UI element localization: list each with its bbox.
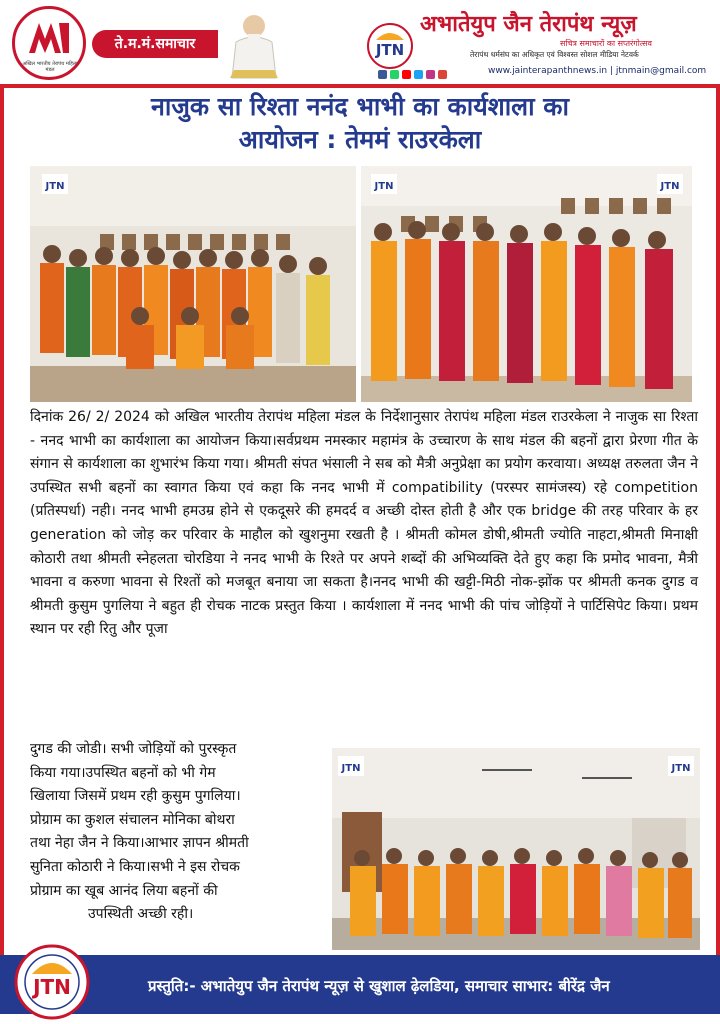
photo1-jtn-badge: JTN: [45, 181, 65, 192]
body-line: दुगड की जोडी। सभी जोड़ियों को पुरस्कृत: [30, 741, 237, 757]
samachar-banner: ते.म.मं.समाचार: [92, 30, 218, 58]
title-line-1: नाजुक सा रिश्ता ननंद भाभी का कार्यशाला का: [150, 92, 569, 121]
brand-description: तेरापंथ धर्मसंघ का अधिकृत एवं विश्वस्त सोशल मीडिया नेटवर्क: [470, 50, 639, 59]
photo2-jtn-badge-left: JTN: [374, 181, 394, 192]
twitter-icon[interactable]: [414, 70, 423, 79]
article-body: दिनांक 26/ 2/ 2024 को अखिल भारतीय तेरापंथ महिला मंडल के निर्देशानुसार तेरापंथ महिला मंडल राउरकेला ने नाजुक सा रिश्ता - ननद भाभी का कार्यशाला का आयोजन किया।सर्वप्रथम नमस्कार महामंत्र के उच्चारण के साथ मंडल की बहनों द्वारा प्रेरणा गीत के संगान से कार्यशाला का शुभारंभ किया गया। श्रीमती संपत भंसाली ने सब को मैत्री अनुप्रेक्षा का प्रयोग करवाया। अध्यक्ष तरुलता जैन ने उपस्थित सभी बहनों का स्वागत किया एवं कहा कि ननद भाभी में compatibility (परस्पर सामंजस्य) रहे competition (प्रतिस्पर्धा) नही। ननद भाभी हमउम्र होने से एकदूसरे की हमदर्द व अच्छी दोस्त होती है और एक bridge की तरह परिवार के हर generation को जोड़ कर परिवार के माहौल को खुशनुमा रखती है । श्रीमती कोमल डोषी,श्रीमती ज्योति नाहटा,श्रीमती मिनाक्षी कोठारी तथा श्रीमती स्नेहलता चोरडिया ने ननद भाभी के रिश्ते पर अपने शब्दों की अभिव्यक्ति देते हुए कहा कि प्रमोद भावना, मैत्री भावना व करुणा भावना से रिश्तों को मजबूत बनाया जा सकता है।ननद भाभी की खट्टी-मिठी नोक-झोंक पर श्रीमती कनक दुगड व श्रीमती कुसुम पुगलिया ने बहुत ही रोचक नाटक प्रस्तुत किया । कार्यशाला में ननद भाभी की पांच जोड़ियों ने पार्टिसिपेट किया। प्रथम स्थान पर रही रितु और पूजा: [30, 409, 698, 638]
group-photo-2: [361, 166, 692, 402]
body-line: उपस्थिती अच्छी रही।: [88, 906, 194, 923]
group-photo-1: [30, 166, 356, 402]
article-body-continued: [30, 738, 328, 927]
brand-title: अभातेयुप जैन तेरापंथ न्यूज़: [420, 11, 637, 37]
jtn-header-logo: [366, 22, 414, 70]
article-title: [20, 90, 700, 156]
svg-text:JTN: JTN: [375, 41, 405, 59]
photo2-jtn-badge-right: JTN: [660, 181, 680, 192]
body-line: किया गया।उपस्थित बहनों को भी गेम: [30, 764, 216, 781]
header-divider: [0, 84, 720, 88]
masthead: [0, 0, 720, 86]
footer-logo-label: JTN: [33, 975, 71, 999]
group-photo-3: [332, 748, 700, 950]
photo3-jtn-badge-left: JTN: [341, 763, 361, 774]
body-line: प्रोग्राम का कुशल संचालन मोनिका बोथरा: [30, 811, 235, 828]
brand-url[interactable]: www.jainterapanthnews.in | jtnmain@gmail.com: [488, 66, 707, 76]
body-line: तथा नेहा जैन ने किया।आभार ज्ञापन श्रीमती: [30, 835, 249, 852]
whatsapp-icon[interactable]: [390, 70, 399, 79]
body-line: खिलाया जिसमें प्रथम रही कुसुम पुगलिया।: [30, 788, 241, 805]
body-line: सुनिता कोठारी ने किया।सभी ने इस रोचक: [30, 858, 240, 875]
social-icons: [378, 70, 447, 79]
logo-subtitle: अखिल भारतीय तेरापंथ महिला मंडल: [22, 61, 78, 73]
google-plus-icon[interactable]: [438, 70, 447, 79]
jtn-footer-logo: [14, 944, 90, 1020]
photo3-jtn-badge-right: JTN: [671, 763, 691, 774]
acharya-portrait: [226, 8, 282, 80]
instagram-icon[interactable]: [426, 70, 435, 79]
mahila-mandal-logo: [12, 6, 86, 80]
footer-credit: प्रस्तुति:- अभातेयुप जैन तेरापंथ न्यूज़ से खुशाल ढ़ेलडिया, समाचार साभार: बीरेंद्र जैन: [148, 977, 610, 995]
body-line: प्रोग्राम का खूब आनंद लिया बहनों की: [30, 882, 218, 899]
youtube-icon[interactable]: [402, 70, 411, 79]
brand-tagline: सचित्र समाचारों का सप्तरंगोत्सव: [560, 39, 653, 48]
facebook-icon[interactable]: [378, 70, 387, 79]
title-line-2: आयोजन : तेममं राउरकेला: [238, 125, 482, 154]
